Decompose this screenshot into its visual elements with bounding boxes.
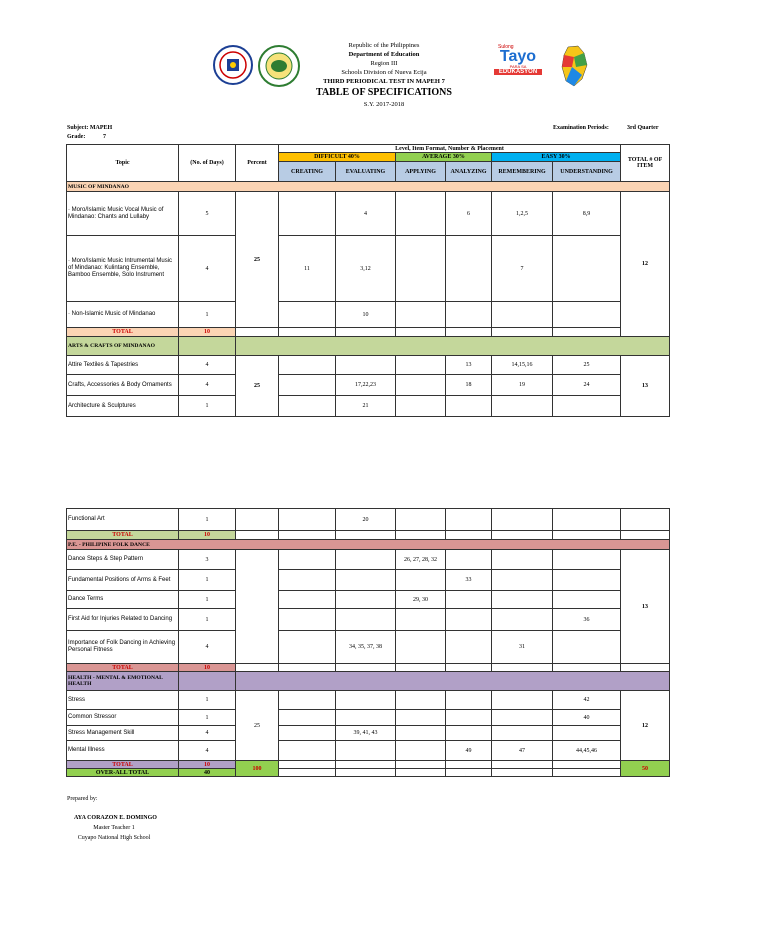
empty-cell xyxy=(279,631,336,664)
empty-cell xyxy=(621,664,670,672)
empty-cell xyxy=(396,375,446,396)
tayo-text: Tayo xyxy=(499,48,537,65)
empty-cell xyxy=(553,570,621,591)
empty-cell xyxy=(553,769,621,777)
days-cell: 4 xyxy=(179,631,236,664)
total-days: 10 xyxy=(179,328,236,337)
tayo-band-text: EDUKASYON xyxy=(494,69,542,75)
table-row xyxy=(67,570,670,591)
empty-cell xyxy=(279,375,336,396)
exam-period-label: Examination Periods: xyxy=(553,125,609,131)
evaluating-cell: 21 xyxy=(336,396,396,417)
average-header: AVERAGE 30% xyxy=(396,153,492,162)
evaluating-cell: 4 xyxy=(336,192,396,236)
empty-cell xyxy=(396,570,446,591)
empty-cell xyxy=(446,328,492,337)
days-cell: 1 xyxy=(179,591,236,609)
analyzing-cell: 13 xyxy=(446,356,492,375)
remembering-cell: 14,15,16 xyxy=(492,356,553,375)
empty-cell xyxy=(492,591,553,609)
days-cell: 4 xyxy=(179,236,236,302)
understanding-cell: 24 xyxy=(553,375,621,396)
days-cell: 1 xyxy=(179,691,236,710)
empty-cell xyxy=(336,328,396,337)
empty-cell xyxy=(279,741,336,761)
empty-cell xyxy=(492,609,553,631)
table-row xyxy=(67,396,670,417)
table-row xyxy=(67,726,670,741)
empty-cell xyxy=(396,769,446,777)
total-row xyxy=(67,531,670,540)
empty-cell xyxy=(492,302,553,328)
topic-cell: · Non-Islamic Music of Mindanao xyxy=(67,302,179,328)
empty-cell xyxy=(553,302,621,328)
topic-cell: Architecture & Sculptures xyxy=(67,396,179,417)
empty-cell xyxy=(492,769,553,777)
total-row xyxy=(67,664,670,672)
understanding-cell: 44,45,46 xyxy=(553,741,621,761)
empty-cell xyxy=(492,550,553,570)
empty-cell xyxy=(279,591,336,609)
days-cell: 1 xyxy=(179,570,236,591)
empty-cell xyxy=(279,769,336,777)
empty-cell xyxy=(621,509,670,531)
percent-cell xyxy=(236,550,279,664)
empty-cell xyxy=(336,741,396,761)
table-row xyxy=(67,631,670,664)
empty-cell xyxy=(279,550,336,570)
empty-cell xyxy=(446,591,492,609)
table-row xyxy=(67,509,670,531)
header-region: Region III xyxy=(370,60,398,67)
empty-cell xyxy=(279,761,336,769)
topic-cell: Mental Illness xyxy=(67,741,179,761)
empty-cell xyxy=(279,192,336,236)
empty-cell xyxy=(279,302,336,328)
total-label: TOTAL xyxy=(67,761,179,769)
total-items-cell: 12 xyxy=(621,192,670,337)
percent-cell: 25 xyxy=(236,691,279,761)
header-division: Schools Division of Nueva Ecija xyxy=(341,69,427,76)
table-row xyxy=(67,710,670,726)
empty-cell xyxy=(492,726,553,741)
remembering-cell: 19 xyxy=(492,375,553,396)
days-cell: 1 xyxy=(179,710,236,726)
empty-cell xyxy=(279,710,336,726)
empty-cell xyxy=(236,337,670,356)
empty-cell xyxy=(236,664,279,672)
days-cell: 3 xyxy=(179,550,236,570)
page-title: TABLE OF SPECIFICATIONS xyxy=(316,87,452,98)
empty-cell xyxy=(279,531,336,540)
empty-cell xyxy=(336,356,396,375)
remembering-cell: 47 xyxy=(492,741,553,761)
understanding-cell: 25 xyxy=(553,356,621,375)
days-cell: 5 xyxy=(179,192,236,236)
topic-cell: Stress xyxy=(67,691,179,710)
overall-percent: 100 xyxy=(236,761,279,777)
days-cell: 4 xyxy=(179,741,236,761)
empty-cell xyxy=(396,509,446,531)
empty-cell xyxy=(279,396,336,417)
empty-cell xyxy=(279,356,336,375)
empty-cell xyxy=(446,769,492,777)
empty-cell xyxy=(336,591,396,609)
col-creating: CREATING xyxy=(279,162,336,182)
section-pe: P.E. - PHILIPINE FOLK DANCE xyxy=(67,540,670,550)
empty-cell xyxy=(492,664,553,672)
table-row xyxy=(67,591,670,609)
spec-table-bottom xyxy=(66,508,670,777)
days-cell: 4 xyxy=(179,356,236,375)
topic-cell: First Aid for Injuries Related to Dancing xyxy=(67,609,179,631)
topic-cell: Stress Management Skill xyxy=(67,726,179,741)
topic-cell: Fundamental Positions of Arms & Feet xyxy=(67,570,179,591)
preparer-role: Master Teacher 1 xyxy=(93,825,135,831)
col-applying: APPLYING xyxy=(396,162,446,182)
total-label: TOTAL xyxy=(67,328,179,337)
table-row xyxy=(67,691,670,710)
empty-cell xyxy=(446,236,492,302)
empty-cell xyxy=(279,570,336,591)
empty-cell xyxy=(553,509,621,531)
empty-cell xyxy=(492,509,553,531)
empty-cell xyxy=(553,550,621,570)
empty-cell xyxy=(396,664,446,672)
table-row xyxy=(67,192,670,236)
topic-cell: · Moro/Islamic Music Intrumental Music of Mindanao: Kulintang Ensemble, Bamboo Ensemble, Solo Instrument xyxy=(67,236,179,302)
empty-cell xyxy=(553,664,621,672)
empty-cell xyxy=(396,761,446,769)
creating-cell: 11 xyxy=(279,236,336,302)
empty-cell xyxy=(336,531,396,540)
empty-cell xyxy=(279,609,336,631)
empty-cell xyxy=(279,691,336,710)
empty-cell xyxy=(279,509,336,531)
section-arts: ARTS & CRAFTS OF MINDANAO xyxy=(67,337,179,356)
col-analyzing: ANALYZING xyxy=(446,162,492,182)
empty-cell xyxy=(279,726,336,741)
overall-label: OVER-ALL TOTAL xyxy=(67,769,179,777)
empty-cell xyxy=(236,509,279,531)
percent-cell: 25 xyxy=(236,356,279,417)
subject-label: Subject: MAPEH xyxy=(67,125,113,131)
remembering-cell: 7 xyxy=(492,236,553,302)
percent-cell: 25 xyxy=(236,192,279,328)
evaluating-cell: 20 xyxy=(336,509,396,531)
topic-cell: · Moro/Islamic Music Vocal Music of Mindanao: Chants and Lullaby xyxy=(67,192,179,236)
total-label: TOTAL xyxy=(67,664,179,672)
grade-value: 7 xyxy=(103,134,106,140)
header-test-name: THIRD PERIODICAL TEST IN MAPEH 7 xyxy=(323,78,445,85)
evaluating-cell: 17,22,23 xyxy=(336,375,396,396)
col-remembering: REMEMBERING xyxy=(492,162,553,182)
empty-cell xyxy=(336,761,396,769)
applying-cell: 29, 30 xyxy=(396,591,446,609)
total-days: 10 xyxy=(179,531,236,540)
remembering-cell: 1,2,5 xyxy=(492,192,553,236)
empty-cell xyxy=(492,396,553,417)
empty-cell xyxy=(236,672,670,691)
empty-cell xyxy=(396,236,446,302)
topic-cell: Dance Steps & Step Pattern xyxy=(67,550,179,570)
empty-cell xyxy=(336,769,396,777)
total-days: 10 xyxy=(179,664,236,672)
empty-cell xyxy=(553,531,621,540)
empty-cell xyxy=(553,236,621,302)
col-evaluating: EVALUATING xyxy=(336,162,396,182)
empty-cell xyxy=(446,710,492,726)
analyzing-cell: 18 xyxy=(446,375,492,396)
table-row xyxy=(67,741,670,761)
empty-cell xyxy=(553,761,621,769)
table-row xyxy=(67,356,670,375)
empty-cell xyxy=(446,531,492,540)
empty-cell xyxy=(553,726,621,741)
topic-cell: Importance of Folk Dancing in Achieving Personal Fitness xyxy=(67,631,179,664)
analyzing-cell: 33 xyxy=(446,570,492,591)
section-health: HEALTH - MENTAL & EMOTIONAL HEALTH xyxy=(67,672,179,691)
empty-cell xyxy=(279,664,336,672)
topic-cell: Common Stressor xyxy=(67,710,179,726)
total-items-cell: 13 xyxy=(621,356,670,417)
empty-cell xyxy=(396,356,446,375)
col-level: Level, Item Format, Number & Placement xyxy=(279,145,621,153)
empty-cell xyxy=(492,761,553,769)
empty-cell xyxy=(396,328,446,337)
empty-cell xyxy=(446,664,492,672)
prepared-by-label: Prepared by: xyxy=(67,796,98,802)
empty-cell xyxy=(492,691,553,710)
header-department: Department of Education xyxy=(348,51,420,58)
empty-cell xyxy=(446,761,492,769)
days-cell: 4 xyxy=(179,726,236,741)
empty-cell xyxy=(396,691,446,710)
empty-cell xyxy=(446,726,492,741)
empty-cell xyxy=(396,741,446,761)
empty-cell xyxy=(336,664,396,672)
empty-cell xyxy=(236,531,279,540)
total-row xyxy=(67,328,670,337)
empty-cell xyxy=(446,691,492,710)
days-cell: 4 xyxy=(179,375,236,396)
empty-cell xyxy=(279,328,336,337)
empty-cell xyxy=(236,328,279,337)
table-row xyxy=(67,609,670,631)
tayo-sub-text: PARA SA xyxy=(509,64,527,69)
empty-cell xyxy=(492,328,553,337)
col-topic: Topic xyxy=(67,145,179,182)
preparer-school: Cuyapo National High School xyxy=(77,835,151,841)
analyzing-cell: 6 xyxy=(446,192,492,236)
remembering-cell: 31 xyxy=(492,631,553,664)
empty-cell xyxy=(553,328,621,337)
empty-cell xyxy=(446,631,492,664)
evaluating-cell: 3,12 xyxy=(336,236,396,302)
overall-row xyxy=(67,769,670,777)
empty-cell xyxy=(446,302,492,328)
table-row xyxy=(67,236,670,302)
empty-cell xyxy=(492,570,553,591)
section-music: MUSIC OF MINDANAO xyxy=(67,182,670,192)
topic-cell: Crafts, Accessories & Body Ornaments xyxy=(67,375,179,396)
empty-cell xyxy=(553,396,621,417)
tayo-small-text: Sulong xyxy=(498,44,514,50)
understanding-cell: 36 xyxy=(553,609,621,631)
col-days: (No. of Days) xyxy=(179,145,236,182)
table-row xyxy=(67,550,670,570)
col-total-items: TOTAL # OF ITEM xyxy=(621,145,670,182)
preparer-name: AYA CORAZON E. DOMINGO xyxy=(74,815,157,821)
days-cell: 1 xyxy=(179,396,236,417)
total-days: 10 xyxy=(179,761,236,769)
total-row xyxy=(67,761,670,769)
evaluating-cell: 10 xyxy=(336,302,396,328)
understanding-cell: 40 xyxy=(553,710,621,726)
empty-cell xyxy=(179,672,236,691)
empty-cell xyxy=(336,570,396,591)
empty-cell xyxy=(396,609,446,631)
tayo-edukasyon-logo xyxy=(494,44,542,84)
understanding-cell: 8,9 xyxy=(553,192,621,236)
days-cell: 1 xyxy=(179,302,236,328)
understanding-cell: 42 xyxy=(553,691,621,710)
header-republic: Republic of the Philippines xyxy=(348,42,420,49)
empty-cell xyxy=(396,302,446,328)
empty-cell xyxy=(396,710,446,726)
spec-table-top xyxy=(66,144,670,417)
col-understanding: UNDERSTANDING xyxy=(553,162,621,182)
empty-cell xyxy=(336,691,396,710)
empty-cell xyxy=(446,609,492,631)
empty-cell xyxy=(553,631,621,664)
total-items-cell: 13 xyxy=(621,550,670,664)
empty-cell xyxy=(446,396,492,417)
school-year: S.Y. 2017-2018 xyxy=(363,101,405,108)
empty-cell xyxy=(446,509,492,531)
empty-cell xyxy=(396,531,446,540)
topic-cell: Functional Art xyxy=(67,509,179,531)
empty-cell xyxy=(492,531,553,540)
empty-cell xyxy=(446,550,492,570)
empty-cell xyxy=(396,631,446,664)
empty-cell xyxy=(553,591,621,609)
exam-period-value: 3rd Quarter xyxy=(627,125,659,131)
total-label: TOTAL xyxy=(67,531,179,540)
empty-cell xyxy=(336,550,396,570)
empty-cell xyxy=(396,192,446,236)
col-percent: Percent xyxy=(236,145,279,182)
analyzing-cell: 49 xyxy=(446,741,492,761)
overall-items: 50 xyxy=(621,761,670,777)
empty-cell xyxy=(336,710,396,726)
difficult-header: DIFFICULT 40% xyxy=(279,153,396,162)
table-row xyxy=(67,302,670,328)
empty-cell xyxy=(396,726,446,741)
easy-header: EASY 30% xyxy=(492,153,621,162)
days-cell: 1 xyxy=(179,609,236,631)
topic-cell: Attire Textiles & Tapestries xyxy=(67,356,179,375)
empty-cell xyxy=(492,710,553,726)
evaluating-cell: 34, 35, 37, 38 xyxy=(336,631,396,664)
empty-cell xyxy=(179,337,236,356)
grade-label: Grade: xyxy=(67,134,86,140)
empty-cell xyxy=(621,531,670,540)
table-row xyxy=(67,375,670,396)
total-items-cell: 12 xyxy=(621,691,670,761)
days-cell: 1 xyxy=(179,509,236,531)
applying-cell: 26, 27, 28, 32 xyxy=(396,550,446,570)
topic-cell: Dance Terms xyxy=(67,591,179,609)
map-logo xyxy=(560,45,588,92)
overall-days: 40 xyxy=(179,769,236,777)
empty-cell xyxy=(396,396,446,417)
empty-cell xyxy=(336,609,396,631)
evaluating-cell: 39, 41, 43 xyxy=(336,726,396,741)
